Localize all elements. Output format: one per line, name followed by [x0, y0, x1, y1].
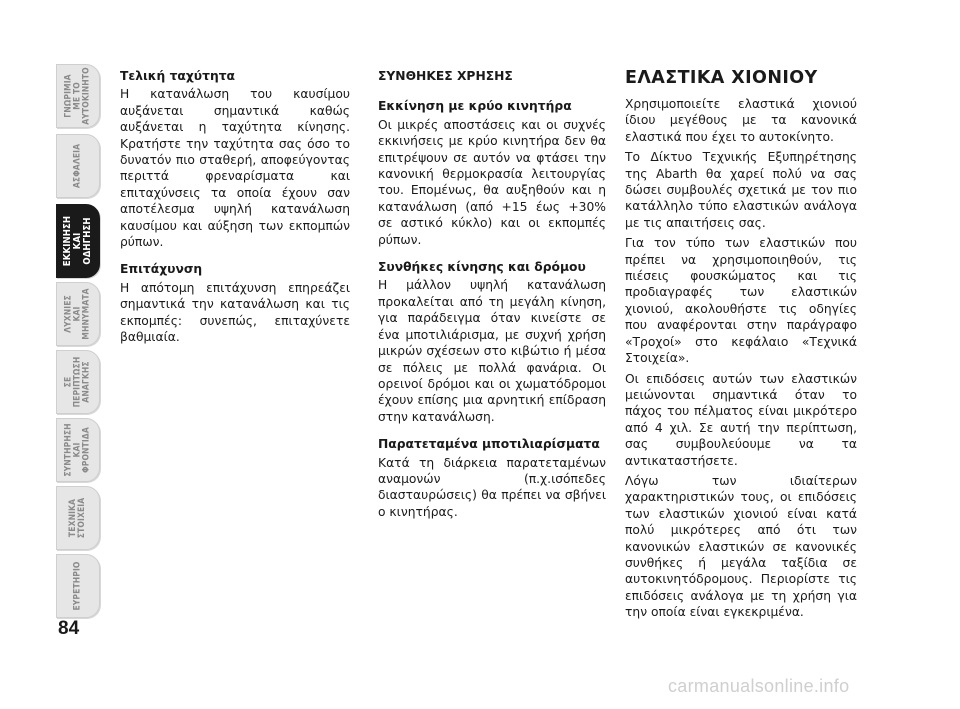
tab-label: ΕΥΡΕΤΗΡΙΟ [72, 561, 83, 611]
tab-label: ΣΥΝΤΗΡΗΣΗ ΚΑΙ ΦΡΟΝΤΙΔΑ [63, 423, 92, 477]
paragraph: Κατά τη διάρκεια παρατεταμένων αναμονών (π.χ.ισόπεδες διασταυρώσεις) θα πρέπει να σβήνει ο κινητήρας. [378, 455, 606, 519]
heading-traffic-jams: Παρατεταμένα μποτιλιαρίσματα [378, 437, 600, 452]
tab-getting-to-know[interactable] [56, 64, 100, 128]
tab-safety[interactable] [56, 134, 100, 198]
column-2 [378, 68, 606, 531]
tab-label: ΤΕΧΝΙΚΑ ΣΤΟΙΧΕΙΑ [68, 497, 87, 539]
tab-label: ΣΕ ΠΕΡΙΠΤΩΣΗ ΑΝΑΓΚΗΣ [63, 356, 92, 408]
tab-maintenance[interactable] [56, 418, 100, 482]
tab-lights-messages[interactable] [56, 282, 100, 346]
tab-label: ΛΥΧΝΙΕΣ ΚΑΙ ΜΗΝΥΜΑΤΑ [63, 288, 92, 340]
tab-starting-driving[interactable] [56, 204, 100, 278]
tab-label: ΕΚΚΙΝΗΣΗ ΚΑΙ ΟΔΗΓΗΣΗ [62, 215, 93, 267]
watermark: carmanualsonline.info [668, 676, 850, 696]
paragraph: Λόγω των ιδιαίτερων χαρακτηριστικών τους, οι επιδόσεις των ελαστικών χιονιού είναι κατά πολύ μικρότερες από ότι των κανονικών ελαστικών σε κανονικές συνθήκες ή μεγάλα ταξίδια σε αυτοκινητόδρομους. Περιορίστε τις επιδόσεις ανάλογα με τη χρήση για την οποία είναι εγκεκριμένα. [625, 473, 857, 620]
paragraph: Η μάλλον υψηλή κατανάλωση προκαλείται από τη μεγάλη κίνηση, για παράδειγμα όταν κινείστε σε ένα μποτιλιάρισμα, με συχνή χρήση μικρών σχέσεων στο κιβώτιο ή μέσα σε πόλεις με πολλά φανάρια. Οι ορεινοί δρόμοι και οι χωματόδρομοι έχουν επίσης μια αρνητική επίδραση στην κατανάλωση. [378, 278, 606, 424]
page-number: 84 [58, 618, 80, 639]
tab-technical-data[interactable] [56, 486, 100, 550]
heading-cold-start: Εκκίνηση με κρύο κινητήρα [378, 99, 572, 114]
column-3 [625, 68, 857, 625]
paragraph: Οι μικρές αποστάσεις και οι συχνές εκκινήσεις με κρύο κινητήρα δεν θα επιτρέψουν σε αυτόν να φτάσει την κανονική θερμοκρασία λειτουργίας του. Επομένως, θα αυξηθούν και η κατανάλωση (από +15 έως +30% σε αστικό κύκλο) και οι εκπομπές ρύπων. [378, 117, 606, 247]
section-title-snow-tyres: ΕΛΑΣΤΙΚΑ ΧΙΟΝΙΟΥ [625, 68, 818, 88]
tab-label: ΓΝΩΡΙΜΙΑ ΜΕ ΤΟ ΑΥΤΟΚΙΝΗΤΟ [63, 67, 92, 125]
paragraph: Η κατανάλωση του καυσίμου αυξάνεται σημαντικά καθώς αυξάνεται η ταχύτητα κίνησης. Κρατήστε την ταχύτητα σας όσο το δυνατόν πιο σταθερή, αποφεύγοντας περιττά φρεναρίσματα και επιταχύνσεις τα οποία έχουν σαν αποτέλεσμα υψηλή κατανάλωση καυσίμου και αύξηση των εκπομπών ρύπων. [120, 87, 350, 250]
paragraph: Το Δίκτυο Τεχνικής Εξυπηρέτησης της Abarth θα χαρεί πολύ να σας δώσει συμβουλές σχετικά με τον πιο κατάλληλο τύπο ελαστικών ανάλογα με τις απαιτήσεις σας. [625, 150, 857, 230]
section-title-conditions-of-use: ΣΥΝΘΗΚΕΣ ΧΡΗΣΗΣ [378, 69, 513, 83]
heading-acceleration: Επιτάχυνση [120, 262, 203, 277]
column-1 [120, 68, 350, 357]
heading-traffic-road-conditions: Συνθήκες κίνησης και δρόμου [378, 260, 586, 275]
paragraph: Χρησιμοποιείτε ελαστικά χιονιού ίδιου μεγέθους με τα κανονικά ελαστικά που έχει το αυτοκίνητο. [625, 97, 857, 144]
paragraph: Οι επιδόσεις αυτών των ελαστικών μειώνονται σημαντικά όταν το πάχος του πέλματος είναι μικρότερο από 4 χιλ. Σε αυτή την περίπτωση, σας συμβουλεύουμε να τα αντικαταστήσετε. [625, 371, 857, 468]
tab-index[interactable] [56, 554, 100, 618]
paragraph: Για τον τύπο των ελαστικών που πρέπει να χρησιμοποιηθούν, τις πιέσεις φουσκώματος και τις προδιαγραφές των ελαστικών χιονιού, ακολουθήστε τις οδηγίες που αναφέρονται στην παράγραφο «Τροχοί» στο κεφάλαιο «Τεχνικά Στοιχεία». [625, 236, 857, 366]
heading-top-speed: Τελική ταχύτητα [120, 69, 236, 83]
tab-label: ΑΣΦΑΛΕΙΑ [72, 143, 83, 189]
paragraph: Η απότομη επιτάχυνση επηρεάζει σημαντικά την κατανάλωση και τις εκπομπές: συνεπώς, επιταχύνετε βαθμιαία. [120, 280, 350, 345]
tab-emergency[interactable] [56, 350, 100, 414]
